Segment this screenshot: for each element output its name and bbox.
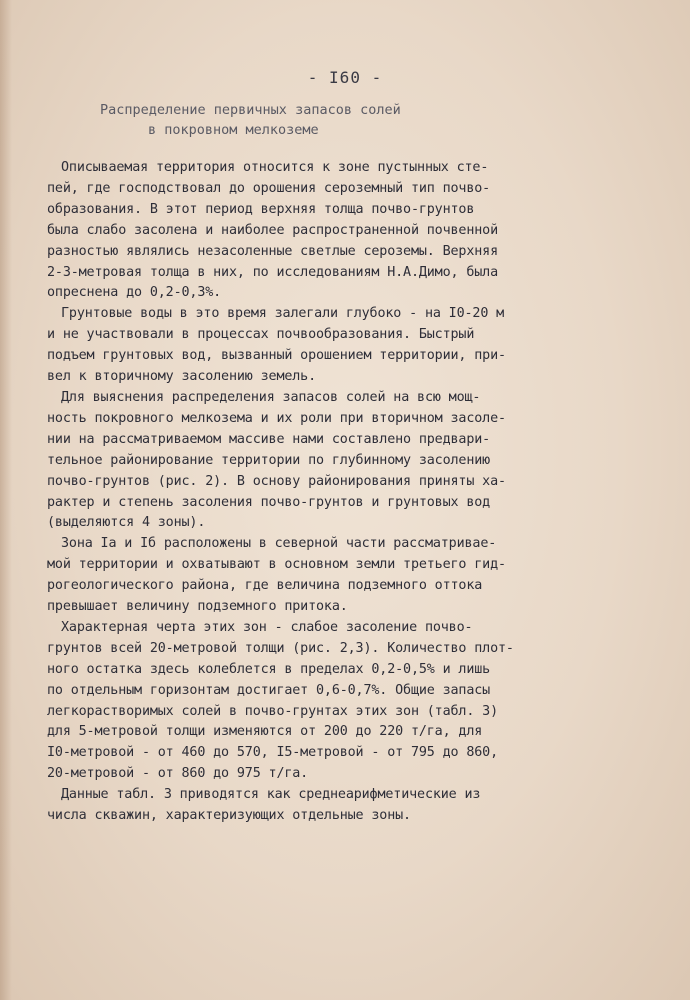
text-line: превышает величину подземного притока. [47, 599, 348, 615]
paragraph [47, 388, 547, 534]
text-line: пей, где господствовал до орошения сероземный тип почво- [47, 180, 491, 196]
text-line: рогеологического района, где величина подземного оттока [47, 578, 483, 594]
paragraph [47, 785, 547, 827]
heading-line-1: Распределение первичных запасов солей [100, 102, 401, 118]
text-line: мой территории и охватывают в основном земли третьего гид- [47, 557, 506, 573]
text-line: по отдельным горизонтам достигает 0,6-0,7%. Общие запасы [47, 682, 491, 698]
paragraph [47, 304, 547, 388]
text-line: Для выяснения распределения запасов солей на всю мощ- [61, 389, 481, 405]
paragraph [47, 534, 547, 618]
text-line: образования. В этот период верхняя толща почво-грунтов [47, 201, 475, 217]
text-line: 2-3-метровая толща в них, по исследованиям Н.А.Димо, была [47, 264, 498, 280]
text-line: легкорастворимых солей в почво-грунтах этих зон (табл. 3) [47, 703, 498, 719]
text-line: I0-метровой - от 460 до 570, I5-метровой - от 795 до 860, [47, 745, 498, 761]
text-line: Характерная черта этих зон - слабое засоление почво- [61, 619, 473, 635]
page-edge-shadow [0, 0, 12, 1000]
text-line: 20-метровой - от 860 до 975 т/га. [47, 766, 309, 782]
text-line: ного остатка здесь колеблется в пределах 0,2-0,5% и лишь [47, 661, 491, 677]
text-line: (выделяются 4 зоны). [47, 515, 206, 531]
text-line: числа скважин, характеризующих отдельные зоны. [47, 808, 411, 824]
paragraph [47, 618, 547, 785]
text-line: тельное районирование территории по глубинному засолению [47, 452, 491, 468]
text-line: Грунтовые воды в это время залегали глубоко - на I0-20 м [61, 306, 505, 322]
text-line: для 5-метровой толщи изменяются от 200 до 220 т/га, для [47, 724, 483, 740]
text-line: была слабо засолена и наиболее распространенной почвенной [47, 222, 498, 238]
text-line: подъем грунтовых вод, вызванный орошением территории, при- [47, 348, 506, 364]
paragraph [47, 158, 547, 304]
text-line: вел к вторичному засолению земель. [47, 369, 317, 385]
text-line: нии на рассматриваемом массиве нами составлено предвари- [47, 431, 491, 447]
text-line: и не участвовали в процессах почвообразования. Быстрый [47, 327, 475, 343]
text-line: Описываемая территория относится к зоне пустынных сте- [61, 160, 489, 175]
heading-line-2: в покровном мелкоземе [148, 122, 319, 138]
text-line: грунтов всей 20-метровой толщи (рис. 2,3). Количество плот- [47, 640, 514, 656]
text-line: ность покровного мелкозема и их роли при вторичном засоле- [47, 410, 506, 426]
text-line: Данные табл. 3 приводятся как среднеарифметические из [61, 787, 481, 803]
text-line: разностью являлись незасоленные светлые сероземы. Верхняя [47, 243, 498, 259]
text-line: Зона Iа и Iб расположены в северной части рассматривае- [61, 536, 497, 552]
text-line: опреснена до 0,2-0,3%. [47, 285, 222, 301]
text-line: рактер и степень засоления почво-грунтов и грунтовых вод [47, 494, 491, 510]
text-line: почво-грунтов (рис. 2). В основу районирования приняты ха- [47, 473, 506, 489]
section-heading [60, 100, 480, 140]
body-text [47, 158, 547, 827]
page-number: - I60 - [307, 68, 383, 87]
